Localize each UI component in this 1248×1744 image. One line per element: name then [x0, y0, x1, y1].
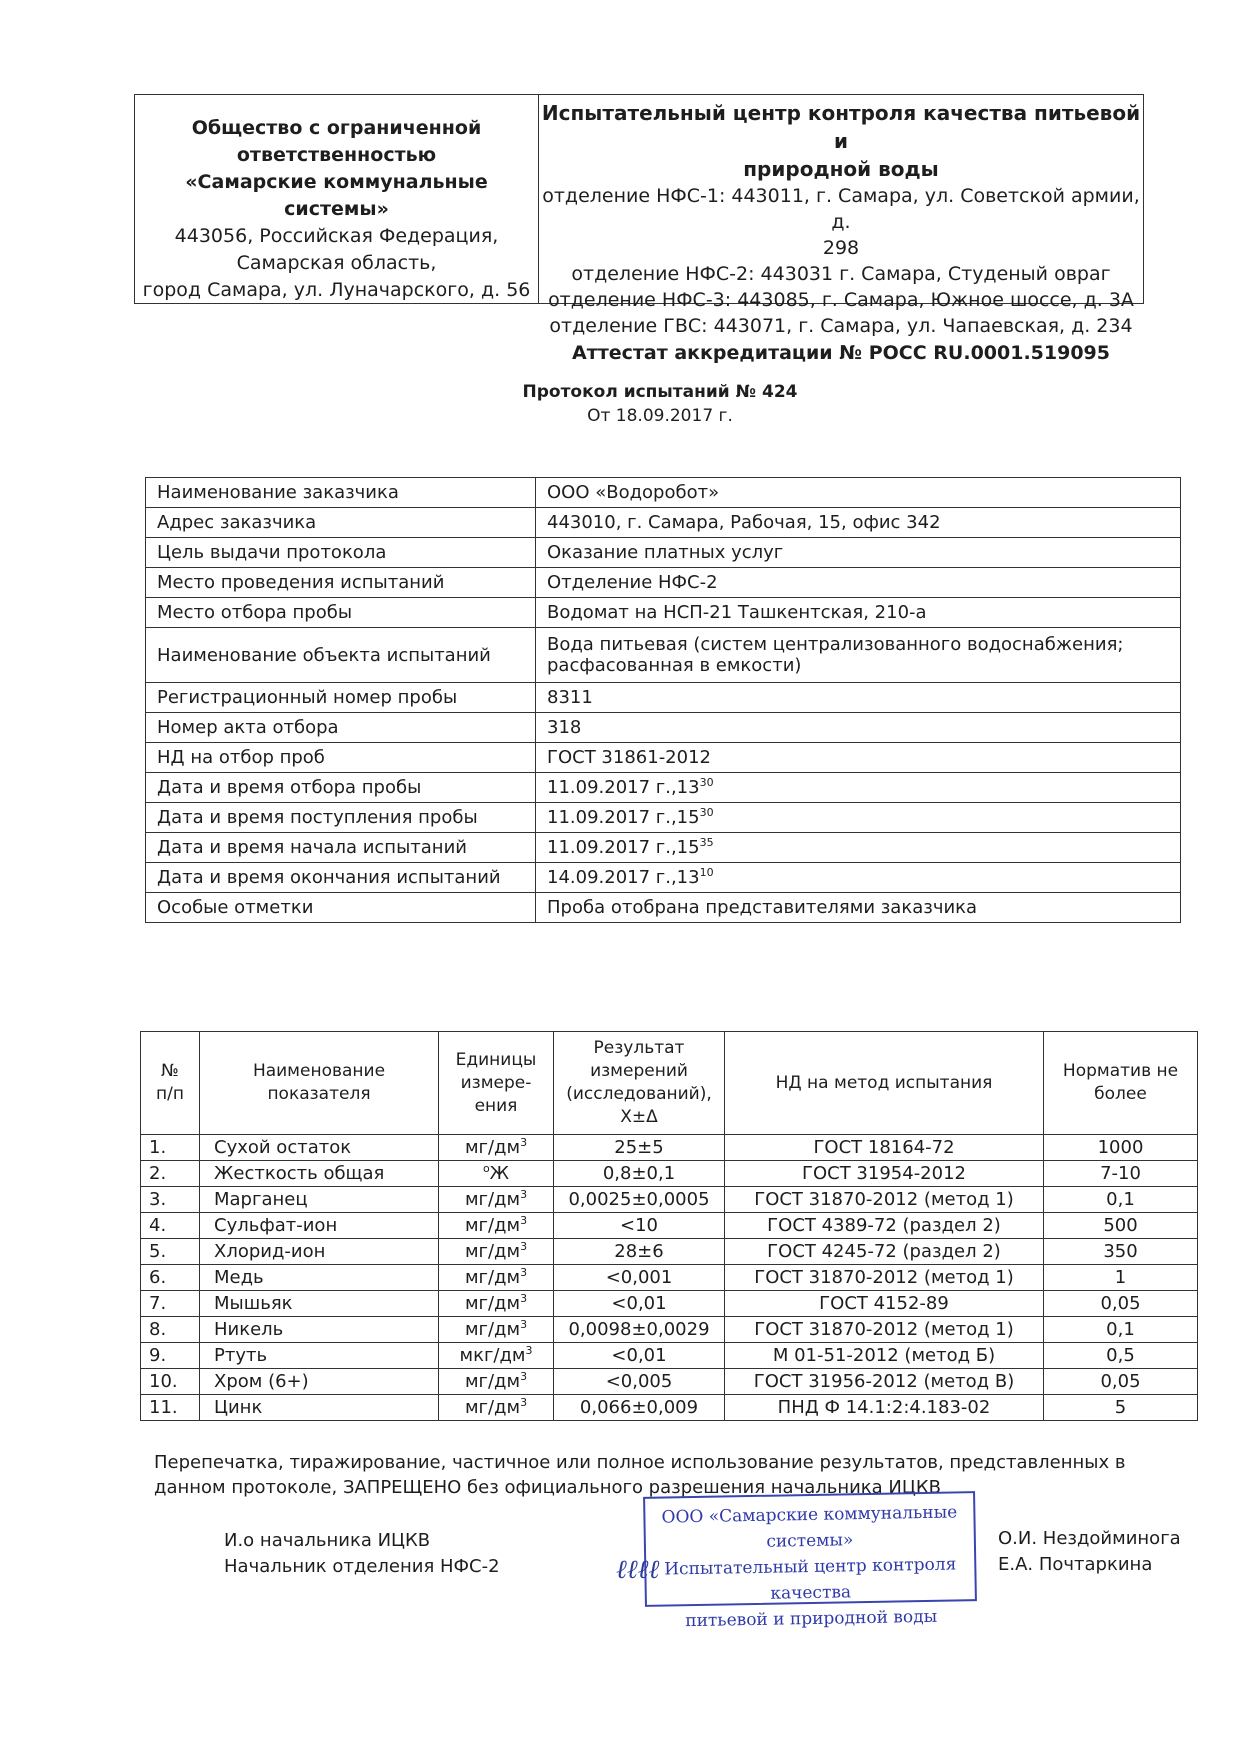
- info-key: Регистрационный номер пробы: [146, 683, 536, 713]
- method-standard: ГОСТ 31870-2012 (метод 1): [725, 1265, 1044, 1291]
- row-number: 11.: [141, 1395, 200, 1421]
- row-number: 1.: [141, 1135, 200, 1161]
- unit-exponent: 3: [525, 1343, 533, 1357]
- unit-text: мг/дм: [464, 1266, 521, 1288]
- info-value: [536, 628, 1181, 683]
- result-row: [141, 1369, 1198, 1395]
- info-row: [146, 833, 1181, 863]
- info-row: [146, 803, 1181, 833]
- indicator-name: Цинк: [200, 1395, 439, 1421]
- info-key: Наименование объекта испытаний: [146, 628, 536, 683]
- info-value-text: Проба отобрана представителями заказчика: [547, 897, 978, 918]
- header-text: Норматив не: [1062, 1061, 1179, 1081]
- unit-cell: [439, 1161, 554, 1187]
- info-value: [536, 713, 1181, 743]
- row-number: 2.: [141, 1161, 200, 1187]
- company-name-line: Общество с ограниченной: [191, 117, 482, 139]
- norm-value: 0,1: [1044, 1317, 1198, 1343]
- unit-text: мг/дм: [464, 1240, 521, 1262]
- company-block: [135, 95, 539, 303]
- info-row: [146, 683, 1181, 713]
- info-value-text: 11.09.2017 г.,15: [547, 837, 700, 858]
- method-standard: ГОСТ 31954-2012: [725, 1161, 1044, 1187]
- info-row: [146, 713, 1181, 743]
- info-row: [146, 538, 1181, 568]
- result-value: 0,0025±0,0005: [554, 1187, 725, 1213]
- indicator-name: Сульфат-ион: [200, 1213, 439, 1239]
- result-value: <10: [554, 1213, 725, 1239]
- unit-text: мг/дм: [464, 1396, 521, 1418]
- norm-value: 1000: [1044, 1135, 1198, 1161]
- info-value-text: 8311: [547, 687, 593, 708]
- header-text: Результат: [593, 1038, 685, 1058]
- col-number: [141, 1032, 200, 1135]
- lab-branch-line: отделение НФС-1: 443011, г. Самара, ул. Советской армии, д.: [542, 185, 1140, 233]
- info-value-text: Отделение НФС-2: [547, 572, 718, 593]
- unit-exponent: 3: [520, 1213, 528, 1227]
- header-text: измере-: [460, 1072, 532, 1093]
- info-row: [146, 568, 1181, 598]
- info-value: [536, 833, 1181, 863]
- norm-value: 500: [1044, 1213, 1198, 1239]
- info-value-text: расфасованная в емкости): [547, 655, 802, 676]
- norm-value: 0,05: [1044, 1369, 1198, 1395]
- unit-exponent: 3: [520, 1135, 528, 1149]
- info-row: [146, 508, 1181, 538]
- info-value: [536, 893, 1181, 923]
- lab-branch-line: отделение НФС-2: 443031 г. Самара, Студеный овраг: [571, 263, 1111, 285]
- result-row: [141, 1135, 1198, 1161]
- info-key: Дата и время начала испытаний: [146, 833, 536, 863]
- row-number: 8.: [141, 1317, 200, 1343]
- header-text: п/п: [156, 1084, 184, 1104]
- info-key: Место отбора пробы: [146, 598, 536, 628]
- method-standard: ГОСТ 31956-2012 (метод В): [725, 1369, 1044, 1395]
- header-text: Наименование: [252, 1061, 386, 1081]
- info-key: Наименование заказчика: [146, 478, 536, 508]
- result-row: [141, 1187, 1198, 1213]
- time-minutes: 10: [699, 866, 714, 879]
- result-value: <0,01: [554, 1343, 725, 1369]
- info-value: [536, 743, 1181, 773]
- info-value: [536, 478, 1181, 508]
- lab-branch-line: отделение НФС-3: 443085, г. Самара, Южное шоссе, д. 3А: [548, 289, 1134, 311]
- info-value-text: ООО «Водоробот»: [547, 482, 720, 503]
- unit-cell: [439, 1369, 554, 1395]
- company-name-line: ответственностью: [236, 144, 437, 166]
- norm-value: 7-10: [1044, 1161, 1198, 1187]
- info-value: [536, 773, 1181, 803]
- unit-cell: [439, 1291, 554, 1317]
- unit-exponent: 3: [520, 1291, 528, 1305]
- signatory-names: [998, 1526, 1181, 1578]
- company-address-line: 443056, Российская Федерация,: [174, 225, 499, 247]
- col-result: [554, 1032, 725, 1135]
- info-value-text: 14.09.2017 г.,13: [547, 867, 700, 888]
- info-value: [536, 803, 1181, 833]
- header-text: показателя: [267, 1084, 371, 1104]
- degree-mark: о: [482, 1161, 490, 1175]
- accreditation: Аттестат аккредитации № РОСС RU.0001.519095: [571, 342, 1110, 364]
- col-norm: [1044, 1032, 1198, 1135]
- company-address-line: Самарская область,: [236, 252, 437, 274]
- method-standard: ПНД Ф 14.1:2:4.183-02: [725, 1395, 1044, 1421]
- result-row: [141, 1239, 1198, 1265]
- info-value-text: Вода питьевая (систем централизованного водоснабжения;: [547, 634, 1124, 655]
- indicator-name: Сухой остаток: [200, 1135, 439, 1161]
- lab-title: Испытательный центр контроля качества питьевой и: [541, 101, 1141, 153]
- row-number: 4.: [141, 1213, 200, 1239]
- indicator-name: Мышьяк: [200, 1291, 439, 1317]
- unit-exponent: 3: [520, 1265, 528, 1279]
- method-standard: ГОСТ 18164-72: [725, 1135, 1044, 1161]
- unit-text: мкг/дм: [459, 1344, 526, 1366]
- lab-stamp: [643, 1491, 977, 1632]
- stamp-line: Испытательный центр контроля качества: [664, 1554, 957, 1604]
- unit-cell: [439, 1239, 554, 1265]
- unit-text: мг/дм: [464, 1292, 521, 1314]
- result-value: 28±6: [554, 1239, 725, 1265]
- results-table: [140, 1031, 1198, 1421]
- signatory-roles: [224, 1528, 500, 1580]
- row-number: 7.: [141, 1291, 200, 1317]
- info-value-text: Водомат на НСП-21 Ташкентская, 210-а: [547, 602, 927, 623]
- row-number: 9.: [141, 1343, 200, 1369]
- header-text: ения: [474, 1095, 518, 1116]
- header-text: Х±Δ: [620, 1107, 658, 1127]
- protocol-title: Протокол испытаний № 424: [522, 382, 798, 402]
- info-value: [536, 538, 1181, 568]
- method-standard: ГОСТ 4389-72 (раздел 2): [725, 1213, 1044, 1239]
- unit-exponent: 3: [520, 1395, 528, 1409]
- norm-value: 5: [1044, 1395, 1198, 1421]
- info-row: [146, 773, 1181, 803]
- header-box: [134, 94, 1144, 364]
- row-number: 6.: [141, 1265, 200, 1291]
- header-text: (исследований),: [566, 1084, 712, 1104]
- unit-cell: [439, 1343, 554, 1369]
- info-row: [146, 743, 1181, 773]
- info-value-text: 443010, г. Самара, Рабочая, 15, офис 342: [547, 512, 941, 533]
- col-units: [439, 1032, 554, 1135]
- result-row: [141, 1213, 1198, 1239]
- result-value: 0,066±0,009: [554, 1395, 725, 1421]
- unit-cell: [439, 1213, 554, 1239]
- role-label: И.о начальника ИЦКВ: [224, 1530, 431, 1551]
- info-key: Дата и время отбора пробы: [146, 773, 536, 803]
- unit-text: мг/дм: [464, 1370, 521, 1392]
- row-number: 10.: [141, 1369, 200, 1395]
- indicator-name: Жесткость общая: [200, 1161, 439, 1187]
- signatory-name: О.И. Нездойминога: [998, 1528, 1181, 1549]
- role-label: Начальник отделения НФС-2: [224, 1556, 500, 1577]
- unit-cell: [439, 1317, 554, 1343]
- norm-value: 350: [1044, 1239, 1198, 1265]
- info-key: Место проведения испытаний: [146, 568, 536, 598]
- lab-branch-line: отделение ГВС: 443071, г. Самара, ул. Чапаевская, д. 234: [549, 315, 1133, 337]
- info-value: [536, 598, 1181, 628]
- result-value: <0,01: [554, 1291, 725, 1317]
- sample-info-table: [145, 477, 1181, 923]
- notice-line: данном протоколе, ЗАПРЕЩЕНО без официального разрешения начальника ИЦКВ: [154, 1477, 941, 1498]
- info-value-text: Оказание платных услуг: [547, 542, 784, 563]
- result-row: [141, 1161, 1198, 1187]
- info-row: [146, 893, 1181, 923]
- header-text: НД на метод испытания: [775, 1072, 993, 1093]
- unit-text: мг/дм: [464, 1136, 521, 1158]
- info-key: Особые отметки: [146, 893, 536, 923]
- info-key: Дата и время окончания испытаний: [146, 863, 536, 893]
- method-standard: ГОСТ 31870-2012 (метод 1): [725, 1187, 1044, 1213]
- time-minutes: 35: [699, 836, 714, 849]
- protocol-date: От 18.09.2017 г.: [587, 406, 733, 426]
- header-text: №: [161, 1061, 179, 1081]
- unit-exponent: 3: [520, 1369, 528, 1383]
- info-value: [536, 683, 1181, 713]
- unit-exponent: 3: [520, 1317, 528, 1331]
- header-text: измерений: [590, 1061, 688, 1081]
- result-value: 25±5: [554, 1135, 725, 1161]
- unit-cell: [439, 1265, 554, 1291]
- info-row: [146, 598, 1181, 628]
- header-text: Единицы: [455, 1049, 537, 1070]
- norm-value: 0,1: [1044, 1187, 1198, 1213]
- info-key: НД на отбор проб: [146, 743, 536, 773]
- info-value: [536, 863, 1181, 893]
- results-header-row: [141, 1032, 1198, 1135]
- method-standard: ГОСТ 31870-2012 (метод 1): [725, 1317, 1044, 1343]
- unit-text: мг/дм: [464, 1214, 521, 1236]
- info-value-text: 11.09.2017 г.,15: [547, 807, 700, 828]
- info-row: [146, 863, 1181, 893]
- unit-text: Ж: [489, 1162, 510, 1184]
- row-number: 5.: [141, 1239, 200, 1265]
- info-value: [536, 568, 1181, 598]
- stamp-line: питьевой и природной воды: [685, 1606, 938, 1632]
- info-value-text: 11.09.2017 г.,13: [547, 777, 700, 798]
- result-row: [141, 1343, 1198, 1369]
- info-key: Дата и время поступления пробы: [146, 803, 536, 833]
- row-number: 3.: [141, 1187, 200, 1213]
- info-value-text: ГОСТ 31861-2012: [547, 747, 711, 768]
- info-value-text: 318: [547, 717, 582, 738]
- method-standard: М 01-51-2012 (метод Б): [725, 1343, 1044, 1369]
- result-row: [141, 1265, 1198, 1291]
- result-row: [141, 1395, 1198, 1421]
- info-key: Цель выдачи протокола: [146, 538, 536, 568]
- indicator-name: Хлорид-ион: [200, 1239, 439, 1265]
- time-minutes: 30: [699, 806, 714, 819]
- stamp-line: ООО «Самарские коммунальные системы»: [661, 1502, 958, 1552]
- indicator-name: Марганец: [200, 1187, 439, 1213]
- company-address-line: город Самара, ул. Луначарского, д. 56: [142, 279, 531, 301]
- unit-cell: [439, 1187, 554, 1213]
- unit-cell: [439, 1135, 554, 1161]
- signatory-name: Е.А. Почтаркина: [998, 1554, 1153, 1575]
- lab-branch-line: 298: [822, 237, 860, 259]
- norm-value: 0,05: [1044, 1291, 1198, 1317]
- result-value: <0,001: [554, 1265, 725, 1291]
- lab-title: природной воды: [743, 157, 939, 181]
- indicator-name: Медь: [200, 1265, 439, 1291]
- method-standard: ГОСТ 4152-89: [725, 1291, 1044, 1317]
- unit-exponent: 3: [520, 1187, 528, 1201]
- company-name-line: системы»: [284, 198, 389, 220]
- indicator-name: Никель: [200, 1317, 439, 1343]
- info-key: Номер акта отбора: [146, 713, 536, 743]
- unit-exponent: 3: [520, 1239, 528, 1253]
- result-row: [141, 1291, 1198, 1317]
- info-row: [146, 628, 1181, 683]
- handwritten-signature: ℓℓℓℓ: [616, 1555, 660, 1585]
- header-text: более: [1094, 1084, 1147, 1104]
- result-row: [141, 1317, 1198, 1343]
- info-row: [146, 478, 1181, 508]
- norm-value: 0,5: [1044, 1343, 1198, 1369]
- indicator-name: Ртуть: [200, 1343, 439, 1369]
- unit-text: мг/дм: [464, 1318, 521, 1340]
- info-key: Адрес заказчика: [146, 508, 536, 538]
- company-name-line: «Самарские коммунальные: [185, 171, 488, 193]
- unit-text: мг/дм: [464, 1188, 521, 1210]
- notice-line: Перепечатка, тиражирование, частичное или полное использование результатов, представленных в: [154, 1452, 1126, 1473]
- norm-value: 1: [1044, 1265, 1198, 1291]
- lab-block: [539, 95, 1143, 364]
- result-value: <0,005: [554, 1369, 725, 1395]
- col-indicator: [200, 1032, 439, 1135]
- col-method: [725, 1032, 1044, 1135]
- info-value: [536, 508, 1181, 538]
- unit-cell: [439, 1395, 554, 1421]
- time-minutes: 30: [699, 776, 714, 789]
- method-standard: ГОСТ 4245-72 (раздел 2): [725, 1239, 1044, 1265]
- reprint-notice: [154, 1450, 1154, 1500]
- result-value: 0,0098±0,0029: [554, 1317, 725, 1343]
- indicator-name: Хром (6+): [200, 1369, 439, 1395]
- result-value: 0,8±0,1: [554, 1161, 725, 1187]
